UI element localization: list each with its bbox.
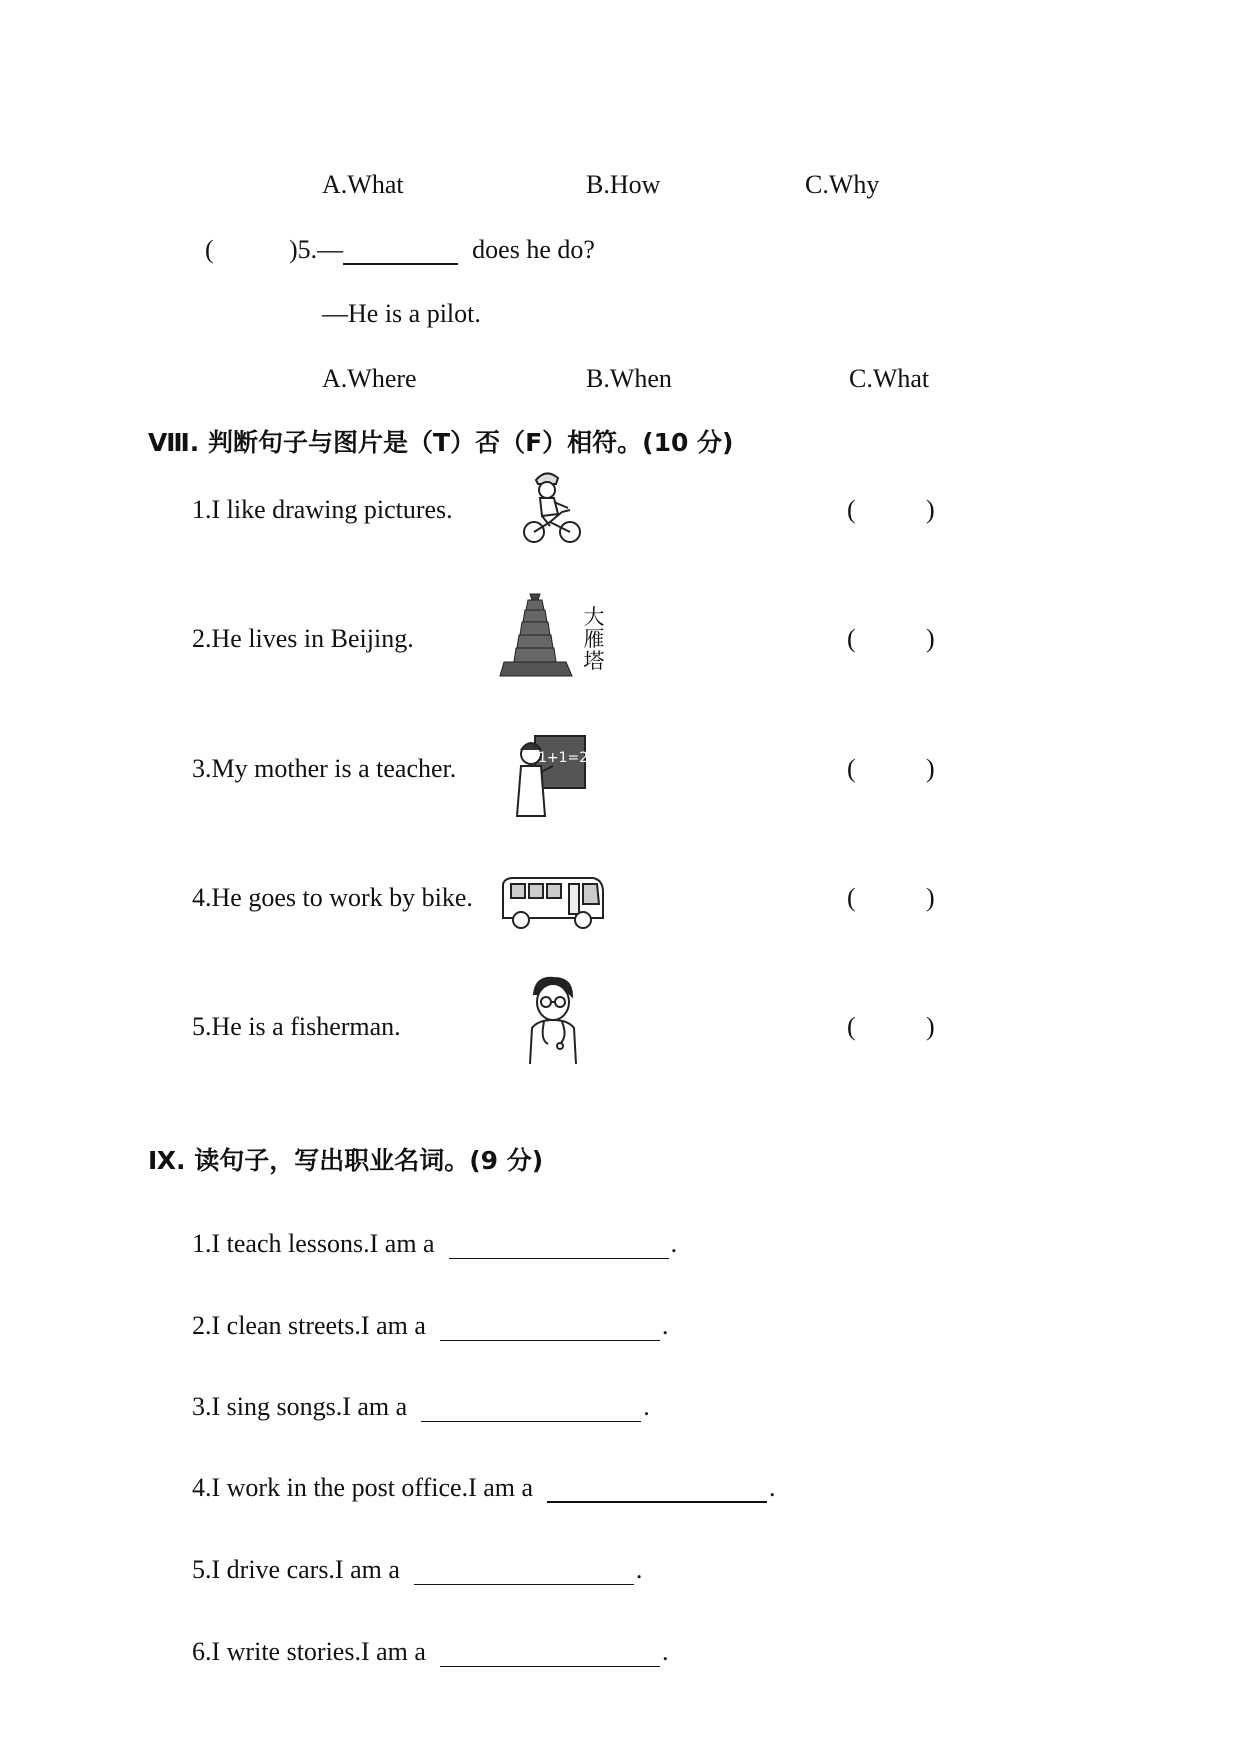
q4-option-c: C.Why bbox=[805, 170, 880, 199]
q5-answer-line: —He is a pilot. bbox=[322, 299, 481, 328]
s9-item-2-text: 2.I clean streets.I am a bbox=[192, 1311, 426, 1340]
q5-number: )5. bbox=[289, 235, 318, 264]
teacher-at-blackboard-icon bbox=[513, 732, 589, 818]
s8-item-2-paren-open: ( bbox=[847, 624, 856, 653]
s8-item-3-paren-close: ) bbox=[926, 754, 935, 783]
s8-item-4-paren-close: ) bbox=[926, 883, 935, 912]
s8-item-4-paren-open: ( bbox=[847, 883, 856, 912]
q4-option-a: A.What bbox=[322, 170, 404, 199]
s9-item-4-text: 4.I work in the post office.I am a bbox=[192, 1473, 534, 1502]
s8-item-2-text: 2.He lives in Beijing. bbox=[192, 624, 414, 653]
doctor-icon bbox=[524, 974, 582, 1066]
s8-item-1-text: 1.I like drawing pictures. bbox=[192, 495, 453, 524]
s8-item-3-text: 3.My mother is a teacher. bbox=[192, 754, 457, 783]
s9-item-5-end: . bbox=[635, 1555, 643, 1584]
boy-on-bike-icon bbox=[522, 466, 584, 546]
q5-stem-end: does he do? bbox=[472, 235, 595, 264]
s8-item-5-paren-open: ( bbox=[847, 1012, 856, 1041]
s8-item-5-text: 5.He is a fisherman. bbox=[192, 1012, 401, 1041]
s9-item-6 bbox=[192, 1637, 668, 1667]
bus-icon bbox=[499, 874, 605, 930]
s8-item-5-paren-close: ) bbox=[926, 1012, 935, 1041]
s9-item-2-blank[interactable] bbox=[440, 1314, 660, 1341]
s8-item-3-paren-open: ( bbox=[847, 754, 856, 783]
s9-item-5-blank[interactable] bbox=[414, 1558, 634, 1585]
s9-item-1-text: 1.I teach lessons.I am a bbox=[192, 1229, 435, 1258]
s9-item-4-end: . bbox=[769, 1473, 776, 1502]
s9-item-6-blank[interactable] bbox=[440, 1640, 660, 1667]
s9-item-3-text: 3.I sing songs.I am a bbox=[192, 1392, 408, 1421]
s9-item-6-text: 6.I write stories.I am a bbox=[192, 1637, 426, 1666]
s9-item-1 bbox=[192, 1229, 677, 1259]
q5-dash: — bbox=[317, 235, 344, 264]
s9-item-2 bbox=[192, 1311, 668, 1341]
q4-option-b: B.How bbox=[586, 170, 661, 199]
s8-item-1-paren-close: ) bbox=[926, 495, 935, 524]
s9-item-1-end: . bbox=[670, 1229, 678, 1258]
s9-item-6-end: . bbox=[661, 1637, 669, 1666]
s8-item-2-paren-close: ) bbox=[926, 624, 935, 653]
pagoda-caption: 大雁塔 bbox=[583, 605, 605, 673]
s9-item-1-blank[interactable] bbox=[449, 1232, 669, 1259]
q5-option-a: A.Where bbox=[322, 364, 417, 393]
s9-item-5-text: 5.I drive cars.I am a bbox=[192, 1555, 400, 1584]
blackboard-text: 1+1=2 bbox=[538, 750, 589, 766]
s9-item-4 bbox=[192, 1473, 776, 1503]
s8-item-4-text: 4.He goes to work by bike. bbox=[192, 883, 473, 912]
s9-item-4-blank[interactable] bbox=[547, 1475, 767, 1503]
q5-question bbox=[289, 235, 595, 265]
q5-blank[interactable] bbox=[343, 237, 458, 265]
big-wild-goose-pagoda-icon bbox=[500, 590, 582, 678]
s9-item-2-end: . bbox=[661, 1311, 669, 1340]
section-9-title: Ⅸ. 读句子，写出职业名词。(9 分) bbox=[148, 1146, 544, 1175]
q5-answer-paren-open: ( bbox=[205, 235, 214, 264]
s9-item-3 bbox=[192, 1392, 650, 1422]
s9-item-3-blank[interactable] bbox=[421, 1395, 641, 1422]
s8-item-1-paren-open: ( bbox=[847, 495, 856, 524]
s9-item-3-end: . bbox=[643, 1392, 650, 1421]
q5-option-c: C.What bbox=[849, 364, 930, 393]
section-8-title: Ⅷ. 判断句子与图片是（T）否（F）相符。(10 分) bbox=[148, 428, 734, 457]
q5-option-b: B.When bbox=[586, 364, 672, 393]
s9-item-5 bbox=[192, 1555, 642, 1585]
